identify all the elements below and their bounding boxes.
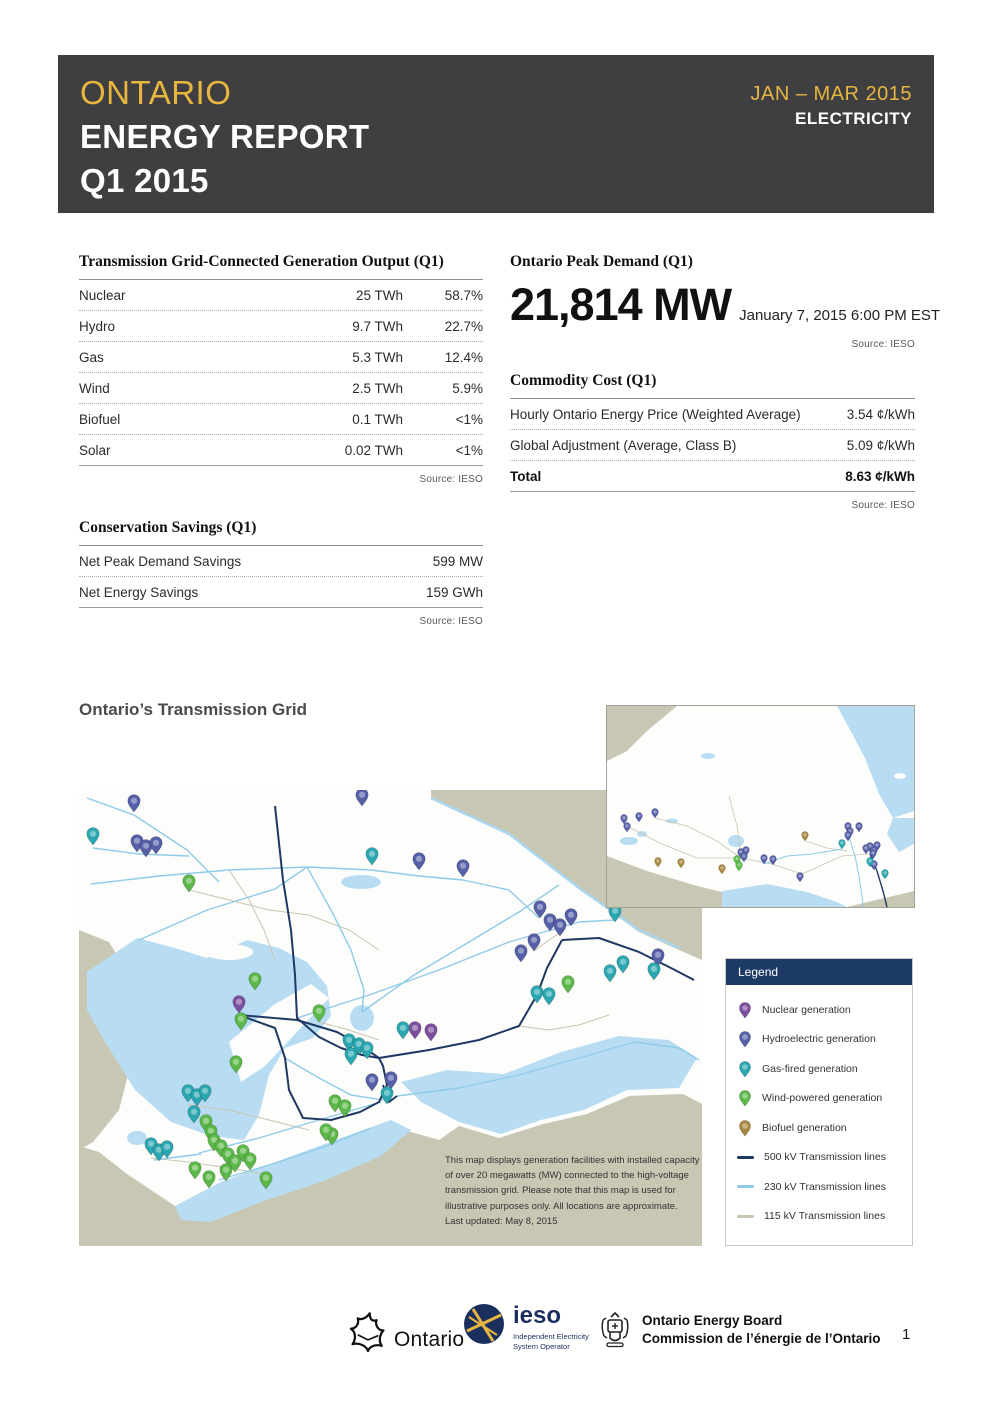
table-row: Nuclear 25 TWh 58.7% bbox=[79, 280, 483, 311]
left-column bbox=[79, 253, 483, 627]
peak-demand-timestamp: January 7, 2015 6:00 PM EST bbox=[739, 307, 941, 324]
legend-item-label: Gas-fired generation bbox=[762, 1062, 858, 1075]
table-row: Global Adjustment (Average, Class B) 5.09 ¢/kWh bbox=[510, 430, 915, 461]
table-row: Hourly Ontario Energy Price (Weighted Average) 3.54 ¢/kWh bbox=[510, 399, 915, 430]
commodity-table-title: Commodity Cost (Q1) bbox=[510, 372, 657, 389]
legend-item-label: 230 kV Transmission lines bbox=[764, 1180, 886, 1193]
table-row: Net Peak Demand Savings 599 MW bbox=[79, 546, 483, 577]
legend-item bbox=[738, 1113, 900, 1143]
oeb-line2: Commission de l’énergie de l’Ontario bbox=[642, 1331, 881, 1346]
peak-demand-title: Ontario Peak Demand (Q1) bbox=[510, 253, 693, 270]
conservation-source: Source: IESO bbox=[419, 616, 483, 627]
biofuel-pin-icon bbox=[738, 1119, 752, 1137]
legend-item-label: Nuclear generation bbox=[762, 1003, 851, 1016]
table-row: Gas 5.3 TWh 12.4% bbox=[79, 342, 483, 373]
legend-item-label: Wind-powered generation bbox=[762, 1092, 883, 1105]
legend-item bbox=[738, 995, 900, 1025]
map-annotation bbox=[445, 1153, 703, 1229]
map-last-updated: Last updated: May 8, 2015 bbox=[445, 1215, 558, 1227]
gas-pin-icon bbox=[738, 1060, 752, 1078]
report-period: JAN – MAR 2015 bbox=[750, 83, 912, 105]
legend-item-label: Biofuel generation bbox=[762, 1121, 847, 1134]
banner-title-block bbox=[80, 71, 369, 213]
banner-period-block bbox=[750, 71, 912, 213]
generation-source: Source: IESO bbox=[419, 474, 483, 485]
brand-ontario: ONTARIO bbox=[80, 74, 232, 111]
inset-map-northern-ontario bbox=[606, 705, 915, 908]
ontario-logo bbox=[344, 1308, 464, 1358]
ieso-subtitle: Independent Electricity System Operator bbox=[513, 1332, 589, 1352]
conservation-table-title: Conservation Savings (Q1) bbox=[79, 519, 257, 536]
generation-table-rows bbox=[79, 279, 483, 466]
report-category: ELECTRICITY bbox=[795, 109, 912, 128]
map-legend bbox=[725, 958, 913, 1246]
legend-item bbox=[738, 1202, 900, 1232]
500kv-line-icon bbox=[737, 1156, 754, 1159]
legend-items bbox=[726, 985, 912, 1241]
legend-item bbox=[738, 1054, 900, 1084]
peak-demand-value: 21,814 MW bbox=[510, 279, 732, 330]
conservation-savings-table bbox=[79, 519, 483, 627]
report-banner bbox=[58, 55, 934, 213]
oeb-text bbox=[642, 1312, 881, 1348]
legend-item-label: 115 kV Transmission lines bbox=[764, 1210, 886, 1223]
table-row: Wind 2.5 TWh 5.9% bbox=[79, 373, 483, 404]
conservation-table-rows bbox=[79, 545, 483, 608]
legend-item bbox=[738, 1172, 900, 1202]
legend-item-label: Hydroelectric generation bbox=[762, 1033, 876, 1046]
table-row: Net Energy Savings 159 GWh bbox=[79, 577, 483, 608]
generation-output-table bbox=[79, 253, 483, 485]
legend-item-label: 500 kV Transmission lines bbox=[764, 1151, 886, 1164]
table-row: Solar 0.02 TWh <1% bbox=[79, 435, 483, 466]
table-row: Hydro 9.7 TWh 22.7% bbox=[79, 311, 483, 342]
trillium-icon bbox=[344, 1308, 392, 1358]
map-title: Ontario’s Transmission Grid bbox=[79, 700, 307, 719]
legend-item bbox=[738, 1084, 900, 1114]
230kv-line-icon bbox=[737, 1185, 754, 1188]
ieso-logo-text: ieso bbox=[513, 1302, 562, 1329]
oeb-logo bbox=[598, 1310, 881, 1350]
hydro-pin-icon bbox=[738, 1030, 752, 1048]
table-row: Biofuel 0.1 TWh <1% bbox=[79, 404, 483, 435]
transmission-grid-map bbox=[79, 705, 913, 1246]
legend-item bbox=[738, 1025, 900, 1055]
legend-title: Legend bbox=[726, 959, 912, 985]
wind-pin-icon bbox=[738, 1089, 752, 1107]
table-row: Total 8.63 ¢/kWh bbox=[510, 461, 915, 492]
ieso-logo bbox=[463, 1303, 589, 1352]
report-title-line1: ENERGY REPORT bbox=[80, 118, 370, 155]
right-column bbox=[510, 253, 941, 511]
nuclear-pin-icon bbox=[738, 1001, 752, 1019]
generation-table-title: Transmission Grid-Connected Generation Output (Q1) bbox=[79, 253, 444, 270]
legend-item bbox=[738, 1143, 900, 1173]
ontario-logo-text: Ontario bbox=[394, 1328, 465, 1351]
peak-demand-source: Source: IESO bbox=[851, 339, 915, 350]
commodity-source: Source: IESO bbox=[851, 500, 915, 511]
commodity-table-rows bbox=[510, 398, 915, 492]
ieso-globe-icon bbox=[463, 1303, 505, 1345]
commodity-cost-table bbox=[510, 372, 915, 511]
oeb-line1: Ontario Energy Board bbox=[642, 1312, 783, 1328]
peak-demand-block bbox=[510, 253, 941, 350]
map-annotation-text: This map displays generation facilities with installed capacity of over 20 megawatts (MW) connected to the high-voltage transmission grid. Please note that this map is used for illustrative purposes only. All locations are approximate. bbox=[445, 1155, 700, 1212]
report-title-line2: Q1 2015 bbox=[80, 162, 209, 199]
115kv-line-icon bbox=[737, 1215, 754, 1218]
oeb-crest-icon bbox=[598, 1310, 632, 1350]
page-number: 1 bbox=[902, 1326, 911, 1343]
